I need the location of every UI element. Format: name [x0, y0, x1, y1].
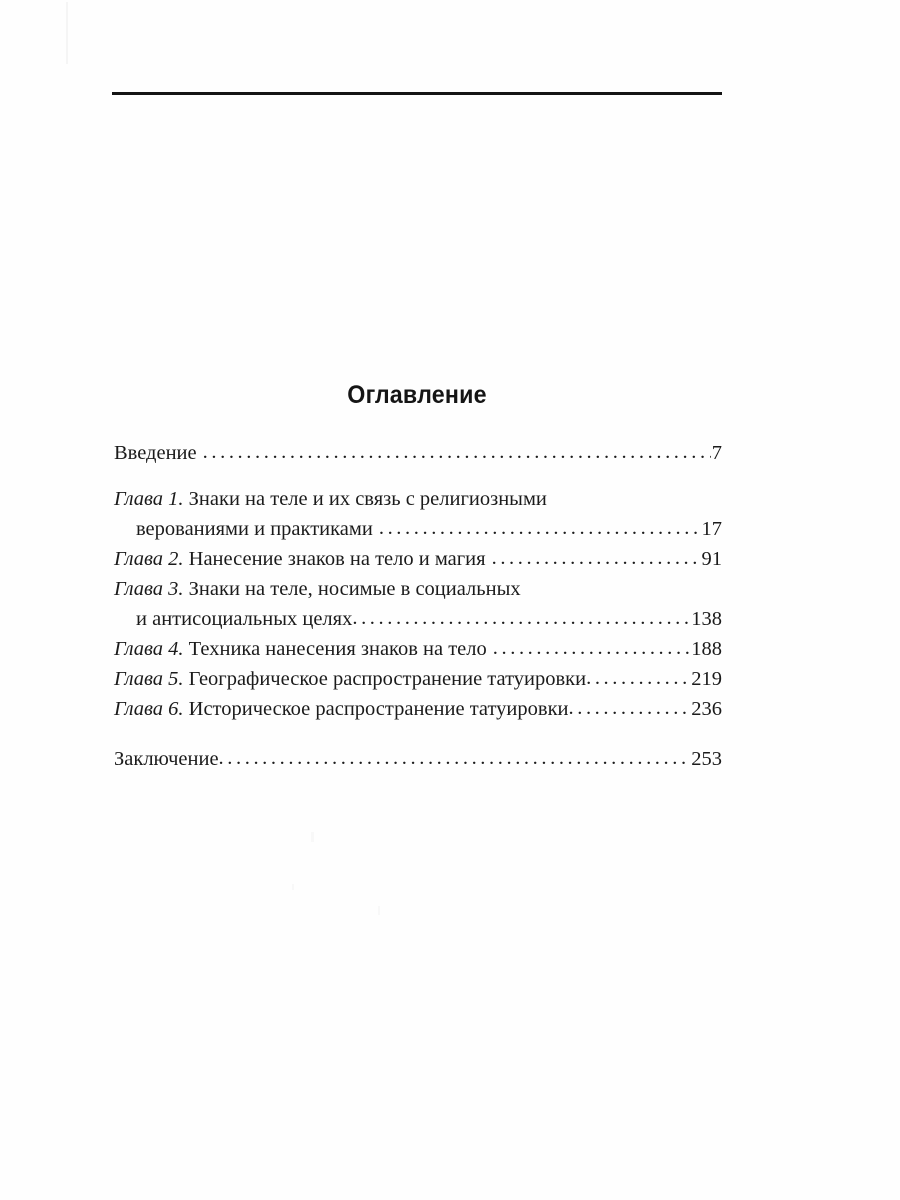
- toc-entry[interactable]: [114, 634, 722, 664]
- chapter-label: Глава 4.: [114, 638, 184, 660]
- toc-entry-text: Глава 3. Знаки на теле, носимые в социальных: [114, 578, 521, 600]
- toc-entry[interactable]: [114, 438, 722, 468]
- toc-entry-line: [114, 544, 722, 574]
- dot-leader: [203, 437, 711, 467]
- toc-entry[interactable]: [114, 484, 722, 544]
- scan-artifact: [292, 884, 294, 890]
- toc-page-number: 236: [691, 698, 722, 720]
- toc-page-number: 138: [691, 608, 722, 630]
- chapter-label: Глава 1.: [114, 488, 184, 510]
- toc-entry-text: Глава 1. Знаки на теле и их связь с религиозными: [114, 488, 547, 510]
- toc-entry-line: [114, 438, 722, 468]
- table-of-contents: [114, 438, 722, 774]
- dot-leader: [492, 543, 701, 573]
- toc-entry-line: [114, 604, 722, 634]
- toc-page-number: 188: [691, 638, 722, 660]
- toc-entry-line: [114, 694, 722, 724]
- chapter-label: Глава 2.: [114, 548, 184, 570]
- toc-entry[interactable]: [114, 544, 722, 574]
- toc-entry-text: и антисоциальных целях: [136, 608, 353, 630]
- toc-entry-line: [114, 484, 722, 514]
- dot-leader: [586, 663, 690, 693]
- header-rule: [112, 92, 722, 95]
- toc-entry-text: Глава 4. Техника нанесения знаков на тело: [114, 638, 487, 660]
- toc-entry[interactable]: [114, 664, 722, 694]
- toc-page-number: 91: [701, 548, 722, 570]
- toc-entry-line: [114, 744, 722, 774]
- dot-leader: [219, 743, 691, 773]
- dot-leader: [352, 603, 690, 633]
- toc-entry-text: Глава 2. Нанесение знаков на тело и магия: [114, 548, 486, 570]
- scan-artifact: [378, 906, 380, 915]
- scan-artifact: [66, 2, 68, 64]
- toc-page-number: 17: [701, 518, 722, 540]
- dot-leader: [569, 693, 691, 723]
- chapter-label: Глава 6.: [114, 698, 184, 720]
- toc-entry-text: Заключение: [114, 748, 219, 770]
- chapter-label: Глава 3.: [114, 578, 184, 600]
- toc-page-number: 219: [691, 668, 722, 690]
- toc-entry-line: [114, 634, 722, 664]
- chapter-label: Глава 5.: [114, 668, 184, 690]
- toc-page-number: 253: [691, 748, 722, 770]
- toc-page-number: 7: [711, 442, 722, 464]
- toc-entry-text: Введение: [114, 442, 197, 464]
- toc-entry-line: [114, 574, 722, 604]
- toc-entry-text: Глава 6. Историческое распространение татуировки: [114, 698, 569, 720]
- toc-entry[interactable]: [114, 744, 722, 774]
- toc-entry-text: Глава 5. Географическое распространение татуировки: [114, 668, 587, 690]
- scan-artifact: [311, 832, 314, 842]
- toc-entry-line: [114, 664, 722, 694]
- toc-entry-line: [114, 514, 722, 544]
- toc-entry[interactable]: [114, 694, 722, 724]
- toc-entry-text: верованиями и практиками: [136, 518, 373, 540]
- dot-leader: [379, 513, 701, 543]
- toc-entry[interactable]: [114, 574, 722, 634]
- dot-leader: [493, 633, 690, 663]
- page-title: Оглавление: [347, 381, 487, 409]
